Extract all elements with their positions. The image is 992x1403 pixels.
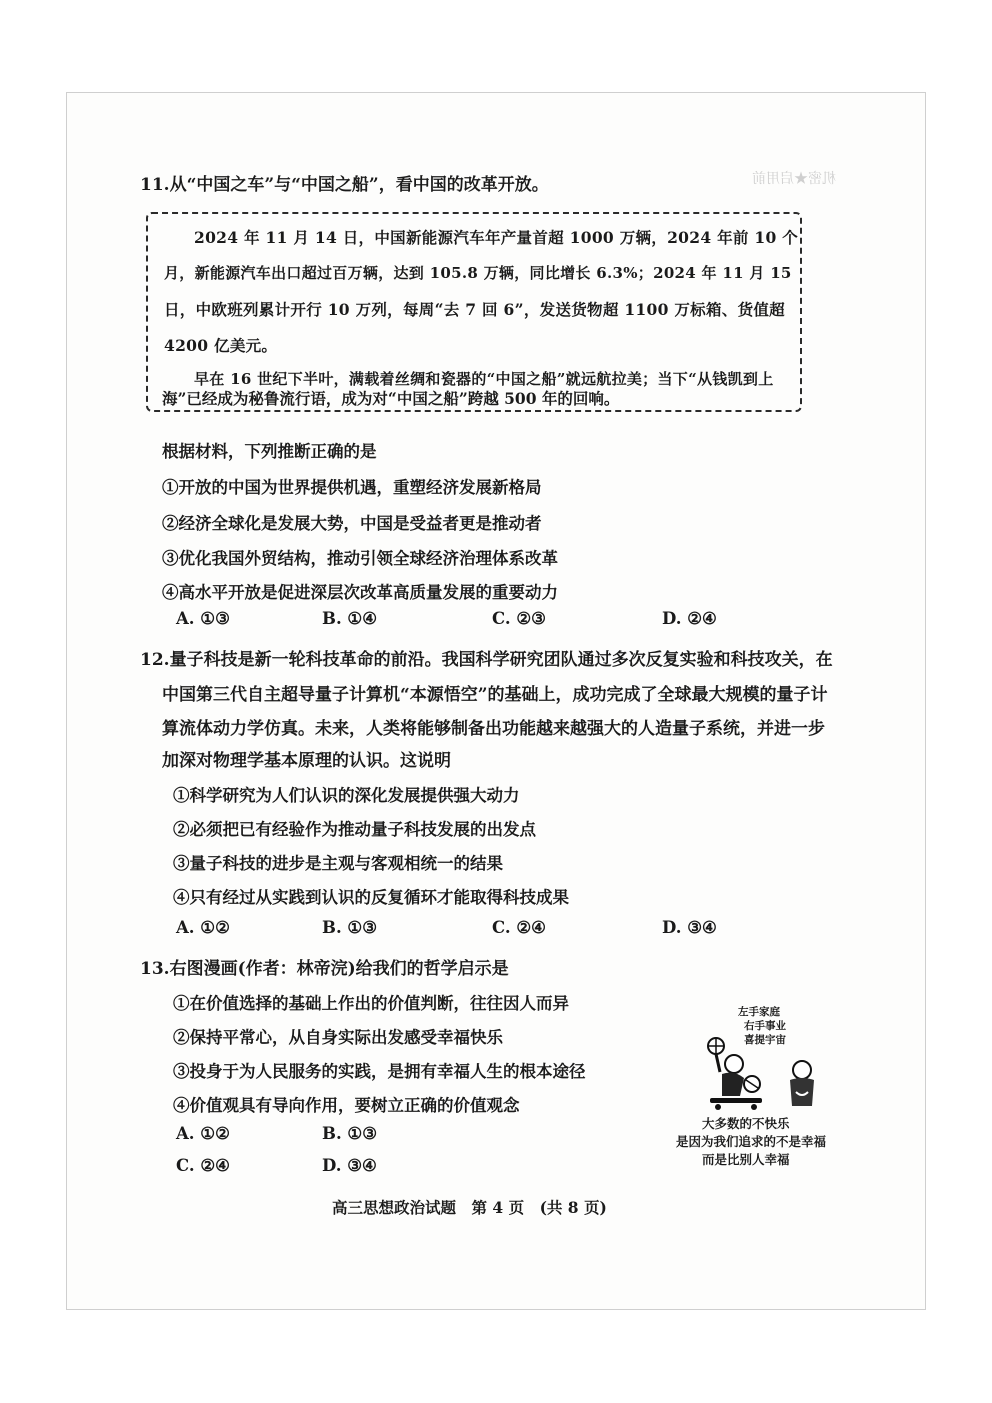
cartoon-caption-top: 喜提宇宙 (744, 1034, 786, 1046)
cartoon-illustration (676, 1002, 846, 1170)
q12-item-2: ②必须把已有经验作为推动量子科技发展的出发点 (173, 820, 536, 839)
q11-option-a[interactable]: A. ①③ (176, 609, 230, 628)
q11-material-line: 早在 16 世纪下半叶，满载着丝绸和瓷器的“中国之船”就远航拉美；当下“从钱凯到上 (194, 370, 774, 388)
q12-option-c[interactable]: C. ②④ (492, 918, 546, 937)
q11-option-b[interactable]: B. ①④ (322, 609, 378, 628)
q12-option-a[interactable]: A. ①② (176, 918, 230, 937)
q13-option-d[interactable]: D. ③④ (322, 1156, 377, 1175)
q13-option-b[interactable]: B. ①③ (322, 1124, 378, 1143)
q13-item-4: ④价值观具有导向作用，要树立正确的价值观念 (173, 1096, 520, 1115)
q12-stem-line-2: 中国第三代自主超导量子计算机“本源悟空”的基础上，成功完成了全球最大规模的量子计 (162, 685, 828, 705)
q13-title: 13.右图漫画(作者：林帝浣)给我们的哲学启示是 (140, 959, 509, 979)
page-footer: 高三思想政治试题 第 4 页 (共 8 页) (332, 1198, 607, 1217)
q11-material-line: 日，中欧班列累计开行 10 万列，每周“去 7 回 6”，发送货物超 1100 万标箱、货值超 (164, 300, 785, 319)
cartoon-caption-bottom: 而是比别人幸福 (702, 1152, 790, 1167)
q11-item-4: ④高水平开放是促进深层次改革高质量发展的重要动力 (162, 583, 558, 602)
q12-stem-line-3: 算流体动力学仿真。未来，人类将能够制备出功能越来越强大的人造量子系统，并进一步 (162, 719, 825, 739)
q11-title: 11.从“中国之车”与“中国之船”，看中国的改革开放。 (140, 175, 549, 195)
q11-material-line: 月，新能源汽车出口超过百万辆，达到 105.8 万辆，同比增长 6.3%；2024 年 11 月 15 (164, 264, 792, 282)
q11-item-2: ②经济全球化是发展大势，中国是受益者更是推动者 (162, 514, 542, 533)
q13-item-3: ③投身于为人民服务的实践，是拥有幸福人生的根本途径 (173, 1062, 586, 1081)
q12-item-1: ①科学研究为人们认识的深化发展提供强大动力 (173, 786, 520, 805)
q11-material-line: 4200 亿美元。 (164, 336, 278, 355)
q11-material-line-last: 海”已经成为秘鲁流行语，成为对“中国之船”跨越 500 年的回响。 (162, 389, 620, 408)
q12-option-b[interactable]: B. ①③ (322, 918, 378, 937)
q11-item-3: ③优化我国外贸结构，推动引领全球经济治理体系改革 (162, 549, 558, 568)
q13-item-1: ①在价值选择的基础上作出的价值判断，往往因人而异 (173, 994, 569, 1013)
q11-option-c[interactable]: C. ②③ (492, 609, 546, 628)
q12-option-d[interactable]: D. ③④ (662, 918, 717, 937)
q12-stem-line-4: 加深对物理学基本原理的认识。这说明 (162, 751, 451, 771)
cartoon-caption-bottom: 是因为我们追求的不是幸福 (676, 1134, 827, 1149)
q13-item-2: ②保持平常心，从自身实际出发感受幸福快乐 (173, 1028, 503, 1047)
bleed-through-text: 机密★启用前 (752, 171, 836, 187)
cartoon-caption-top: 右手事业 (744, 1020, 786, 1032)
cartoon-figures-icon (682, 1034, 832, 1114)
q11-material-line: 2024 年 11 月 14 日，中国新能源汽车年产量首超 1000 万辆，2024 年前 10 个 (194, 228, 799, 247)
q13-option-a[interactable]: A. ①② (176, 1124, 230, 1143)
q11-stem: 根据材料，下列推断正确的是 (162, 442, 377, 461)
q13-option-c[interactable]: C. ②④ (176, 1156, 230, 1175)
q12-item-3: ③量子科技的进步是主观与客观相统一的结果 (173, 854, 503, 873)
cartoon-caption-bottom: 大多数的不快乐 (702, 1116, 790, 1131)
q11-material-box (146, 212, 802, 412)
cartoon-caption-top: 左手家庭 (738, 1006, 780, 1018)
q11-item-1: ①开放的中国为世界提供机遇，重塑经济发展新格局 (162, 478, 542, 497)
q11-option-d[interactable]: D. ②④ (662, 609, 717, 628)
q12-item-4: ④只有经过从实践到认识的反复循环才能取得科技成果 (173, 888, 569, 907)
q12-stem-line-1: 12.量子科技是新一轮科技革命的前沿。我国科学研究团队通过多次反复实验和科技攻关，在 (140, 650, 833, 670)
